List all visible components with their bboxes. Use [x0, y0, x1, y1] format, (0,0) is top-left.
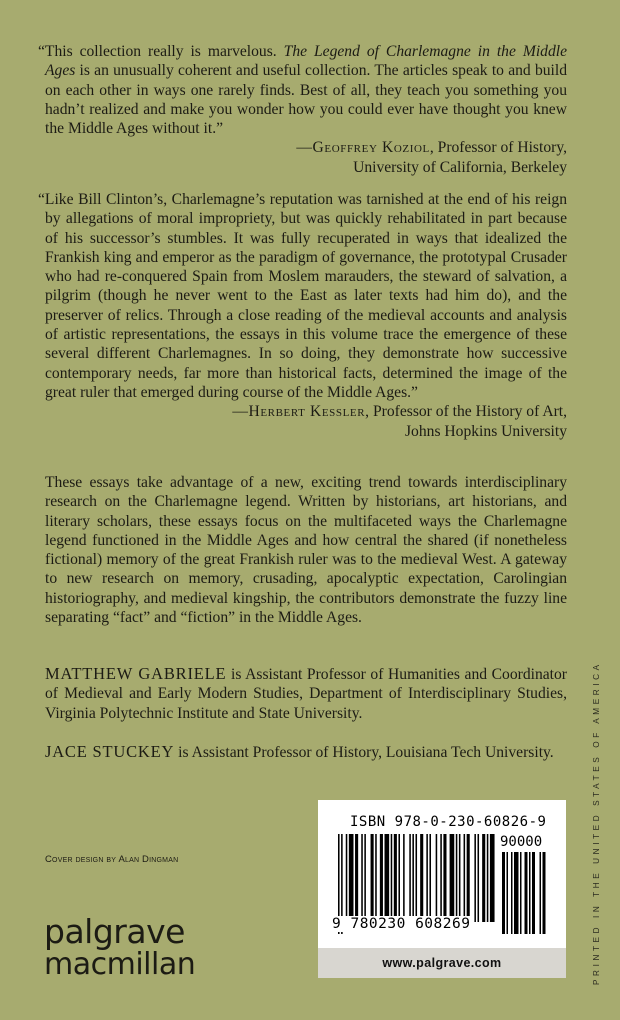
- description-text: These essays take advantage of a new, exciting trend towards interdisciplinary research on the Charlemagne legend. Written by historians, art historians, and literary scholars, these essays focus on the multifaceted ways the Charlemagne legend functioned in the Middle Ages and how central the shared (if nonetheless fictional) memory of the great Frankish ruler was to the medieval West. A gateway to new research on memory, crusading, apocalyptic expectation, Carolingian historiography, and medieval kingship, the contributors demonstrate the fuzzy line separating “fact” and “fiction” in the Middle Ages.: [45, 474, 567, 627]
- publisher-logo-line2: macmillan: [44, 947, 196, 982]
- publisher-logo-line1: palgrave: [44, 912, 185, 951]
- endorser-name: —Herbert Kessler: [232, 403, 366, 421]
- book-description: [45, 473, 567, 627]
- endorser-role: , Professor of History,: [429, 139, 567, 157]
- endorser-role: , Professor of the History of Art,: [365, 403, 567, 421]
- bio-text: [45, 664, 567, 723]
- book-title: The Legend of Charlemagne in the Middle Ages: [45, 43, 568, 80]
- editor-name: JACE STUCKEY: [45, 742, 175, 761]
- bio-text: [45, 742, 567, 762]
- endorsement-attribution: [45, 402, 567, 421]
- publisher-logo: [44, 912, 196, 982]
- endorser-name: —Geoffrey Koziol: [296, 139, 430, 157]
- barcode-addon-number: 90000: [500, 834, 543, 850]
- isbn-label: ISBN 978-0-230-60826-9: [350, 814, 547, 830]
- editor-bio-gabriele: [45, 664, 567, 723]
- endorsement-text-part: is an unusually coherent and useful collection. The articles speak to and build on each other in ways one rarely finds. Best of all, they teach you something you hadn’t realized and make you wonder how you could ever have thought you knew the Middle Ages without it.”: [45, 62, 567, 138]
- printed-in-notice: PRINTED IN THE UNITED STATES OF AMERICA: [592, 661, 601, 985]
- endorsement-text-part: “This collection really is marvelous.: [38, 43, 284, 60]
- endorsement-koziol: [38, 42, 568, 177]
- endorsement-text: “Like Bill Clinton’s, Charlemagne’s reputation was tarnished at the end of his reign by allegations of moral impropriety, but was quickly rehabilitated in part because of his successor’s stumbles. It was fully recuperated in ways that idealized the Frankish king and emperor as the paradigm of governance, the prototypal Crusader who had re-conquered Spain from Moslem marauders, the steward of salvation, a pilgrim (though he never went to the East as later texts had him do), and the preserver of relics. Through a close reading of the medieval accounts and analysis of artistic representations, the essays in this volume trace the emergence of these several different Charlemagnes. In so doing, they demonstrate how successive contemporary needs, far more than historical facts, determined the image of the great ruler that emerged during course of the Middle Ages.”: [38, 191, 567, 401]
- publisher-url: www.palgrave.com: [318, 948, 566, 978]
- endorsement-attribution: [45, 138, 567, 157]
- cover-design-credit: Cover design by Alan Dingman: [45, 854, 179, 865]
- bio-body: is Assistant Professor of History, Louisiana Tech University.: [174, 744, 554, 761]
- editor-bio-stuckey: [45, 742, 567, 762]
- editor-name: MATTHEW GABRIELE: [45, 664, 227, 683]
- endorser-institution: University of California, Berkeley: [353, 158, 567, 176]
- endorsement-text: [38, 42, 568, 138]
- barcode-number: 9 780230 608269: [332, 916, 471, 932]
- endorser-institution: Johns Hopkins University: [404, 422, 567, 440]
- barcode-panel: [318, 800, 566, 978]
- endorsement-kessler: [38, 190, 567, 441]
- bio-body: is Assistant Professor of Humanities and Coordinator of Medieval and Early Modern Studies, Department of Interdisciplinary Studies, Virginia Polytechnic Institute and State University.: [45, 666, 567, 722]
